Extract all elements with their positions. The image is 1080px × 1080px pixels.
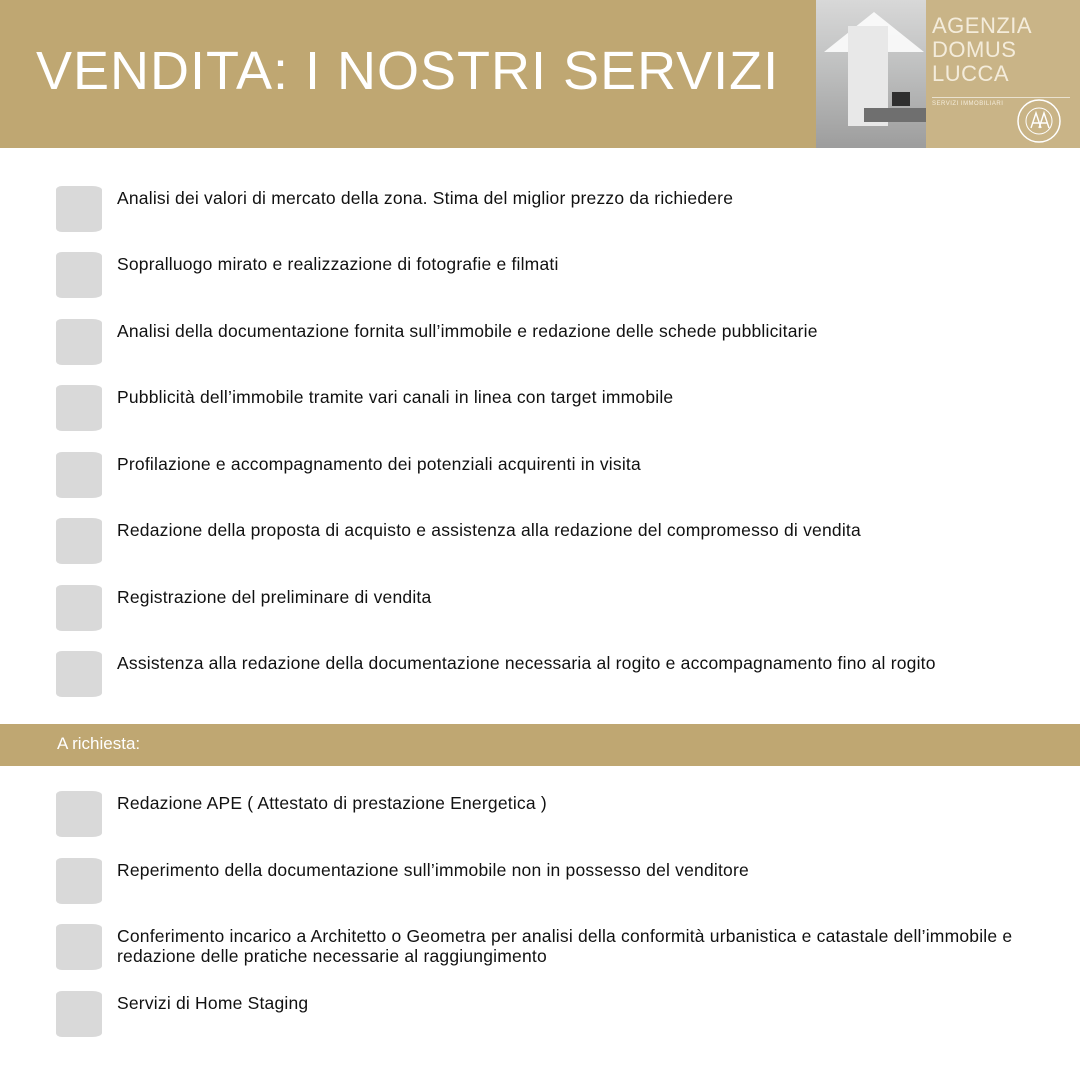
bullet-marker bbox=[56, 791, 102, 837]
page-title: VENDITA: I NOSTRI SERVIZI bbox=[36, 41, 780, 101]
bullet-marker bbox=[56, 385, 102, 431]
bullet-marker bbox=[56, 991, 102, 1037]
service-label: Analisi della documentazione fornita sull’immobile e redazione delle schede pubblicitarie bbox=[117, 321, 818, 341]
office-photo bbox=[816, 0, 926, 148]
logo-line-3: LUCCA bbox=[932, 61, 1010, 86]
on-request-band bbox=[0, 724, 1080, 766]
logo-subtitle: SERVIZI IMMOBILIARI bbox=[932, 101, 1004, 107]
header-band bbox=[0, 0, 1080, 148]
bullet-marker bbox=[56, 252, 102, 298]
service-label: Profilazione e accompagnamento dei potenziali acquirenti in visita bbox=[117, 454, 641, 474]
service-label: Conferimento incarico a Architetto o Geometra per analisi della conformità urbanistica e catastale dell’immobile e redazione delle pratiche necessarie al raggiungimento bbox=[117, 926, 1013, 966]
service-label: Redazione APE ( Attestato di prestazione Energetica ) bbox=[117, 793, 547, 813]
service-label: Registrazione del preliminare di vendita bbox=[117, 587, 432, 607]
service-label: Pubblicità dell’immobile tramite vari canali in linea con target immobile bbox=[117, 387, 674, 407]
bullet-marker bbox=[56, 924, 102, 970]
service-label: Servizi di Home Staging bbox=[117, 993, 309, 1013]
bullet-marker bbox=[56, 319, 102, 365]
on-request-label: A richiesta: bbox=[57, 734, 141, 753]
monitor-shape bbox=[892, 92, 910, 106]
logo-wordmark bbox=[932, 14, 1032, 86]
bullet-marker bbox=[56, 518, 102, 564]
seal-icon bbox=[1016, 98, 1062, 144]
bullet-marker bbox=[56, 858, 102, 904]
bullet-marker bbox=[56, 452, 102, 498]
agency-logo bbox=[816, 0, 1080, 148]
service-label: Reperimento della documentazione sull’immobile non in possesso del venditore bbox=[117, 860, 749, 880]
service-label: Sopralluogo mirato e realizzazione di fotografie e filmati bbox=[117, 254, 559, 274]
bullet-marker bbox=[56, 186, 102, 232]
service-label: Analisi dei valori di mercato della zona. Stima del miglior prezzo da richiedere bbox=[117, 188, 734, 208]
bullet-marker bbox=[56, 651, 102, 697]
logo-line-2: DOMUS bbox=[932, 37, 1017, 62]
bullet-marker bbox=[56, 585, 102, 631]
service-label: Redazione della proposta di acquisto e assistenza alla redazione del compromesso di vendita bbox=[117, 520, 861, 540]
logo-line-1: AGENZIA bbox=[932, 13, 1033, 38]
service-label: Assistenza alla redazione della documentazione necessaria al rogito e accompagnamento fino al rogito bbox=[117, 653, 936, 673]
desk-shape bbox=[864, 108, 926, 122]
